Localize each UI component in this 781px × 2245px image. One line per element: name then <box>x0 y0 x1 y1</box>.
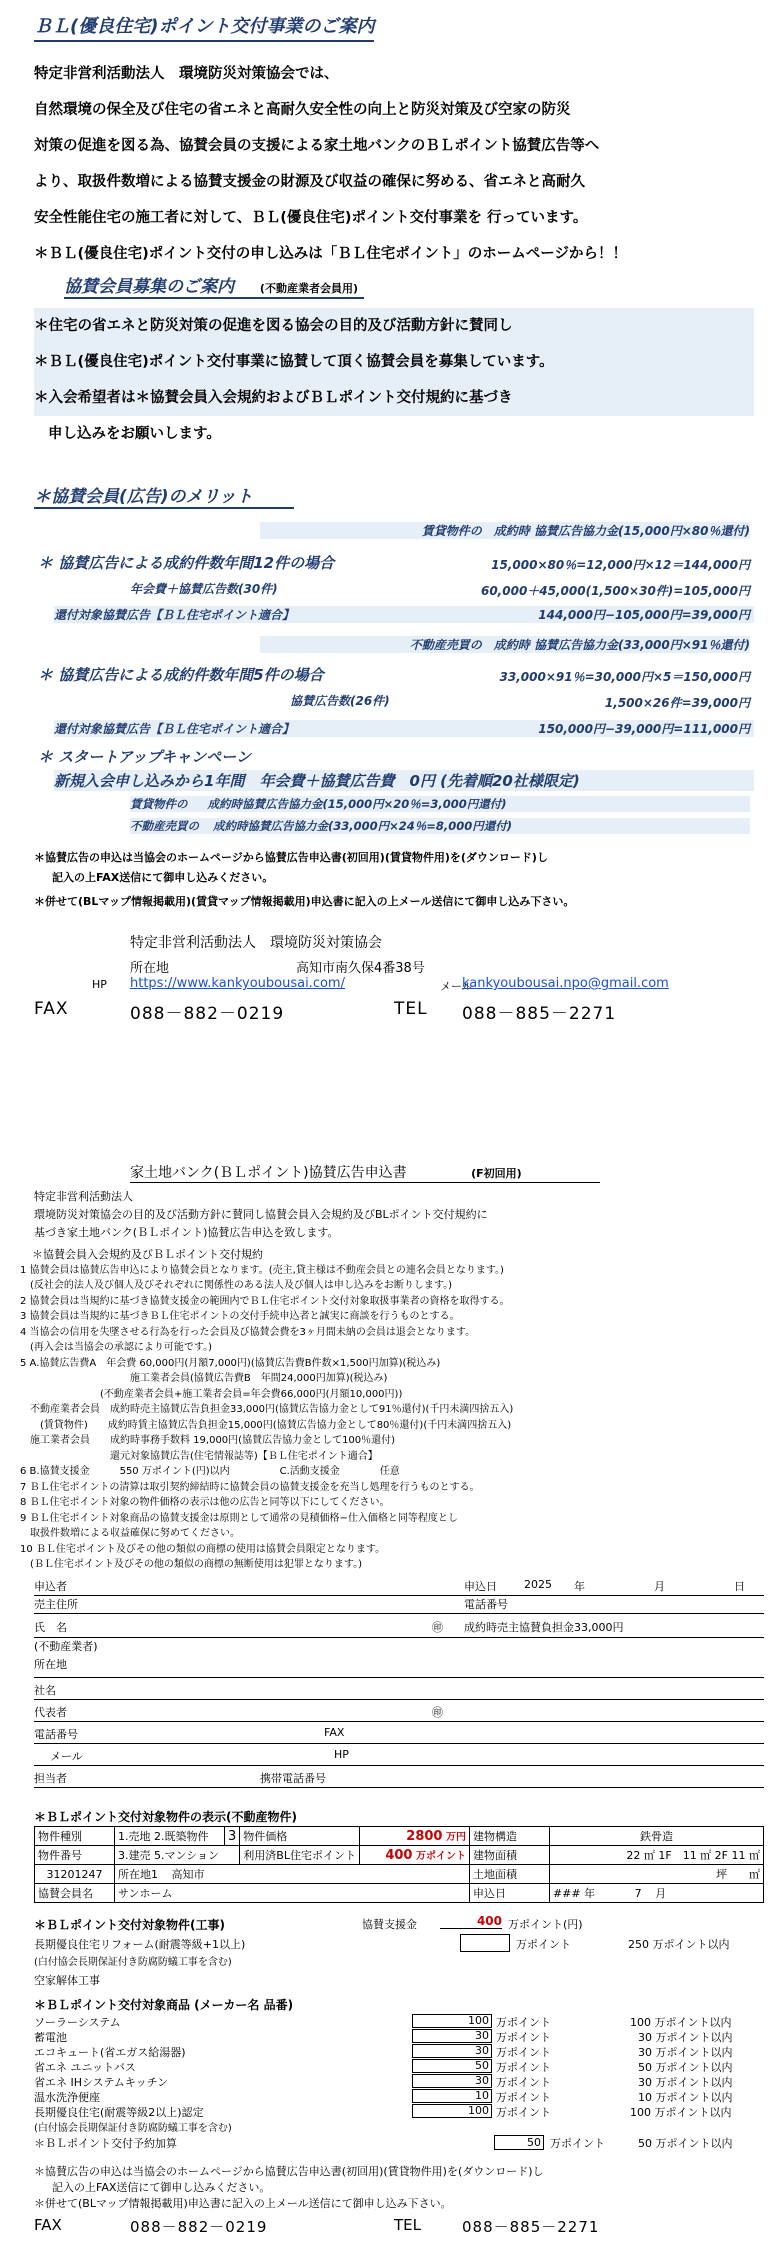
recruit-block <box>34 308 754 452</box>
goods-row <box>34 2089 764 2104</box>
goods-unit: 万ポイント <box>496 2106 551 2119</box>
goods-input[interactable]: 50 <box>412 2059 492 2073</box>
goods-name: 温水洗浄便座 <box>34 2091 100 2104</box>
person-label: 担当者 <box>34 1772 67 1785</box>
intro-paragraph <box>34 56 754 272</box>
page-title: ＢＬ(優良住宅)ポイント交付事業のご案内 <box>34 12 374 42</box>
price-label: 物件価格 <box>240 1827 360 1846</box>
goods-input[interactable]: 30 <box>412 2029 492 2043</box>
form-org: 特定非営利活動法人 <box>34 1190 133 1203</box>
recruit-line: ＊住宅の省エネと防災対策の促進を図る協会の目的及び活動方針に賛同し <box>34 308 754 344</box>
goods-limit: 30 万ポイント以内 <box>638 2046 733 2059</box>
goods-name: 省エネ ユニットバス <box>34 2061 136 2074</box>
merit-rent-calc2: 60,000＋45,000(1,500×30件)=105,000円 <box>480 584 750 598</box>
recruit-sub: (不動産業者会員用) <box>259 282 358 295</box>
goods-row <box>34 2029 764 2044</box>
recruit-line: ＊入会希望者は＊協賛会員入会規約およびＢＬポイント交付規約に基づき <box>34 380 754 416</box>
org-hp-label: HP <box>92 978 107 991</box>
rule-line: (不動産業者会員+施工業者会員=年会費66,000円(月額10,000円)) <box>20 1388 403 1400</box>
prop-type-label: 物件種別 <box>35 1827 115 1846</box>
date-month-unit: 月 <box>654 1580 665 1593</box>
goods-name: エコキュート(省エガス給湯器) <box>34 2046 186 2059</box>
apply-date-value: ### 年 <box>552 1887 596 1900</box>
property-table <box>34 1826 764 1903</box>
goods-unit: 万ポイント <box>496 2031 551 2044</box>
merit-sale-refund <box>54 720 754 737</box>
merit-sale-title: 不動産売買の 成約時 協賛広告協力金(33,000円×91％還付) <box>260 636 750 653</box>
rule-line: 5 A.協賛広告費A 年会費 60,000円(月額7,000円)(協賛広告費B件数×1,500円加算)(税込み) <box>20 1357 441 1369</box>
mail-label: メール <box>50 1750 83 1763</box>
seller-fee: 成約時売主協賛負担金33,000円 <box>464 1621 624 1634</box>
rule-line: 不動産業者会員 成約時売主協賛広告負担金33,000円(協賛広告協力金として91％還付)(千円未満四捨五入) <box>20 1404 514 1415</box>
rule-line: 還元対象協賛広告(住宅情報誌等)【ＢＬ住宅ポイント適合】 <box>20 1450 378 1462</box>
reserve-limit: 50 万ポイント以内 <box>638 2137 733 2150</box>
goods-input[interactable]: 10 <box>412 2089 492 2103</box>
goods-unit: 万ポイント <box>496 2016 551 2029</box>
rep-label: 代表者 <box>34 1706 67 1719</box>
applicant-label: 申込者 <box>34 1580 67 1593</box>
reform-unit: 万ポイント <box>516 1938 571 1951</box>
goods-input[interactable]: 30 <box>412 2074 492 2088</box>
goods-input[interactable]: 100 <box>412 2104 492 2118</box>
member-value[interactable]: サンホーム <box>115 1884 470 1903</box>
goods-unit: 万ポイント <box>496 2076 551 2089</box>
rule-line: 7 ＢＬ住宅ポイントの清算は取引契約締結時に協賛会員の協賛支援金を充当し処理を行うものとする。 <box>20 1481 480 1493</box>
intro-line: 特定非営利活動法人 環境防災対策協会では、 <box>34 66 339 82</box>
goods-limit: 30 万ポイント以内 <box>638 2031 733 2044</box>
rule-line: 10 ＢＬ住宅ポイント及びその他の類似の商標の使用は協賛会員限定となります。 <box>20 1543 386 1555</box>
seller-name-row <box>34 1614 764 1638</box>
place-cell[interactable] <box>115 1865 470 1884</box>
date-year[interactable]: 2025 <box>524 1578 552 1591</box>
bl-unit: 万ポイント <box>415 1851 466 1862</box>
rule-line: 6 B.協賛支援金 550 万ポイント(円)以内 C.活動支援金 任意 <box>20 1466 400 1477</box>
note-line: 記入の上FAX送信にて御申し込みください。 <box>52 871 274 884</box>
rule-line: 施工業者会員(協賛広告費B 年間24,000円加算)(税込み) <box>20 1373 388 1384</box>
bottom-tel-label: TEL <box>394 2216 421 2234</box>
bottom-note-line: 記入の上FAX送信にて御申し込みください。 <box>52 2181 271 2194</box>
goods-list <box>34 2014 764 2153</box>
goods-name: 省エネ IHシステムキッチン <box>34 2076 169 2089</box>
campaign-line: 新規入会申し込みから1年間 年会費＋協賛広告費 0円 (先着順20社様限定) <box>54 770 754 791</box>
dealer-row: (不動産業者) <box>34 1640 98 1653</box>
fax-label: FAX <box>324 1726 345 1739</box>
person-row <box>34 1766 764 1788</box>
seller-phone-label: 電話番号 <box>464 1598 508 1611</box>
rule-line: (反社会的法人及び個人及びそれぞれに関係性のある法人及び個人は申し込みをお断りします。) <box>20 1280 453 1291</box>
form-title: 家土地バンク(ＢＬポイント)協賛広告申込書 <box>130 1165 407 1181</box>
org-hp-link[interactable]: https://www.kankyoubousai.com/ <box>130 976 345 991</box>
goods-input[interactable]: 100 <box>412 2014 492 2028</box>
form-rules <box>20 1247 765 1573</box>
hp-label: HP <box>334 1748 349 1761</box>
land-label: 土地面積 <box>469 1865 549 1884</box>
place-value: 高知市 <box>171 1868 205 1881</box>
reform-limit: 250 万ポイント以内 <box>628 1938 730 1951</box>
goods-note: (白付協会長期保証付き防腐防蟻工事を含む) <box>34 2123 232 2134</box>
land-unit[interactable]: 坪 ㎡ <box>549 1865 763 1884</box>
goods-row <box>34 2044 764 2059</box>
apply-date-cell[interactable] <box>549 1884 763 1903</box>
seller-name-label: 氏 名 <box>34 1621 67 1634</box>
merit-rent-title: 賃貸物件の 成約時 協賛広告協力金(15,000円×80％還付) <box>260 522 750 539</box>
org-fax: 088－882－0219 <box>130 1004 285 1024</box>
org-tel: 088－885－2271 <box>462 1004 617 1024</box>
goods-name: ソーラーシステム <box>34 2016 121 2029</box>
date-day-unit: 日 <box>734 1580 745 1593</box>
merit-sale-fee-label: 協賛広告数(26件) <box>290 694 390 708</box>
member-label: 協賛会員名 <box>35 1884 115 1903</box>
campaign-rent-label: 賃貸物件の <box>130 797 188 811</box>
goods-row <box>34 2014 764 2029</box>
campaign-rent <box>130 796 750 812</box>
org-addr: 高知市南久保4番38号 <box>296 961 425 976</box>
form-lead-line: 基づき家土地バンク(ＢＬポイント)協賛広告申込を致します。 <box>34 1226 339 1239</box>
prop-no-label: 物件番号 <box>35 1846 115 1865</box>
seller-addr-label: 売主住所 <box>34 1598 78 1611</box>
recruit-heading <box>64 272 364 299</box>
goods-row <box>34 2059 764 2074</box>
merit-sale-refund-label: 還付対象協賛広告【ＢＬ住宅ポイント適合】 <box>54 722 295 736</box>
intro-line: ＊ＢＬ(優良住宅)ポイント交付の申し込みは「ＢＬ住宅ポイント」のホームページから！！ <box>34 246 627 262</box>
merit-rent-calc3: 144,000円−105,000円=39,000円 <box>538 608 750 622</box>
note-line: ＊併せて(BLマップ情報掲載用)(賃貸マップ情報掲載用)申込書に記入の上メール送信にて御申し込み下さい。 <box>34 895 575 908</box>
place-label: 所在地1 <box>118 1868 158 1881</box>
merit-heading: ＊協賛会員(広告)のメリット <box>34 482 294 509</box>
goods-input[interactable]: 30 <box>412 2044 492 2058</box>
goods-limit: 30 万ポイント以内 <box>638 2076 733 2089</box>
date-label: 申込日 <box>464 1580 497 1593</box>
reform-input[interactable] <box>460 1934 510 1952</box>
bl-value: 400 <box>385 1848 413 1863</box>
merit-sale-calc3: 150,000円−39,000円=111,000円 <box>538 722 750 736</box>
recruit-heading-text: 協賛会員募集のご案内 <box>64 277 234 297</box>
prop-type-opts1: 1.売地 2.既築物件 <box>115 1827 225 1846</box>
rule-line: (賃貸物件) 成約時賃主協賛広告負担金15,000円(協賛広告協力金として80％還付)(千円未満四捨五入) <box>20 1419 512 1431</box>
prop-no-value[interactable]: 31201247 <box>35 1865 115 1884</box>
bottom-fax: 088－882－0219 <box>130 2218 268 2236</box>
applicant-row <box>34 1578 764 1596</box>
campaign-sale-text: 成約時協賛広告協力金(33,000円×24％=8,000円還付) <box>213 819 513 833</box>
reform-label: 長期優良住宅リフォーム(耐震等級+1以上) <box>34 1938 246 1951</box>
org-fax-label: FAX <box>34 999 69 1019</box>
bottom-note-line: ＊併せて(BLマップ情報掲載用)申込書に記入の上メール送信にて御申し込み下さい。 <box>34 2197 452 2210</box>
intro-line: 対策の促進を図る為、協賛会員の支援による家土地バンクのＢＬポイント協賛広告等へ <box>34 138 600 154</box>
reserve-label: ＊ＢＬポイント交付予約加算 <box>34 2137 177 2150</box>
goods-unit: 万ポイント <box>496 2091 551 2104</box>
reserve-input[interactable]: 50 <box>494 2135 544 2150</box>
bottom-notes <box>34 2164 764 2212</box>
goods-row <box>34 2104 764 2119</box>
merit-rent-fee-label: 年会費＋協賛広告数(30件) <box>130 582 278 596</box>
price-value: 2800 <box>406 1829 443 1844</box>
goods-limit: 100 万ポイント以内 <box>630 2106 732 2119</box>
goods-heading: ＊ＢＬポイント交付対象商品 (メーカー名 品番) <box>34 1998 294 2012</box>
org-addr-label: 所在地 <box>130 961 170 976</box>
goods-name: 長期優良住宅(耐震等級2以上)認定 <box>34 2106 204 2119</box>
support-label: 協賛支援金 <box>362 1918 417 1931</box>
rule-line: 施工業者会員 成約時事務手数料 19,000円(協賛広告協力金として100％還付) <box>20 1435 396 1446</box>
rep-row <box>34 1700 764 1722</box>
mail-row <box>34 1744 764 1766</box>
campaign-rent-text: 成約時協賛広告協力金(15,000円×20％=3,000円還付) <box>207 797 507 811</box>
bottom-tel: 088－885－2271 <box>462 2218 600 2236</box>
struct-value[interactable]: 鉄骨造 <box>549 1827 763 1846</box>
support-unit: 万ポイント(円) <box>508 1918 583 1931</box>
vacant-label: 空家解体工事 <box>34 1974 100 1987</box>
tel-label: 電話番号 <box>34 1728 78 1741</box>
apply-month: 7 <box>634 1887 642 1900</box>
prop-type-opts2: 3.建売 5.マンション <box>115 1846 240 1865</box>
apply-month-unit: 月 <box>655 1887 667 1900</box>
work-heading: ＊ＢＬポイント交付対象物件(工事) <box>34 1918 225 1932</box>
bl-cell[interactable] <box>359 1846 469 1865</box>
merit-rent-case: ＊ 協賛広告による成約件数年間12件の場合 <box>38 554 335 572</box>
support-value[interactable]: 400 <box>440 1914 502 1929</box>
bl-label: 利用済BL住宅ポイント <box>240 1846 360 1865</box>
rules-heading: ＊協賛会員入会規約及びＢＬポイント交付規約 <box>32 1248 263 1261</box>
org-mail-link[interactable]: kankyoubousai.npo@gmail.com <box>462 976 669 991</box>
org-tel-label: TEL <box>394 999 428 1019</box>
org-mail-label: メール <box>440 980 473 993</box>
goods-unit: 万ポイント <box>496 2046 551 2059</box>
goods-limit: 50 万ポイント以内 <box>638 2061 733 2074</box>
seller-row <box>34 1596 764 1614</box>
top-notes <box>34 848 764 912</box>
merit-rent-calc1: 15,000×80％=12,000円×12＝144,000円 <box>491 558 750 572</box>
rule-line: 3 協賛会員は当規約に基づきＢＬ住宅ポイントの交付手続申込者と誠実に商談を行うものとする。 <box>20 1311 460 1322</box>
merit-rent-refund-label: 還付対象協賛広告【ＢＬ住宅ポイント適合】 <box>54 608 295 622</box>
rule-line: 4 当協会の信用を失墜させる行為を行った会員及び協賛会費を3ヶ月間未納の会員は退会となります。 <box>20 1326 476 1338</box>
goods-row <box>34 2074 764 2089</box>
recruit-line: 申し込みをお願いします。 <box>48 426 221 442</box>
prop-type-value[interactable]: 3 <box>225 1827 240 1846</box>
seller-seal: ㊞ <box>432 1621 443 1634</box>
goods-unit: 万ポイント <box>496 2061 551 2074</box>
campaign-sale <box>130 818 750 834</box>
intro-line: 安全性能住宅の施工者に対して、ＢＬ(優良住宅)ポイント交付事業を 行っています。 <box>34 210 588 226</box>
form-title-sub: (F初回用) <box>471 1167 522 1180</box>
rule-line: (ＢＬ住宅ポイント及びその他の類似の商標の無断使用は犯罪となります。) <box>20 1559 363 1570</box>
recruit-line: ＊ＢＬ(優良住宅)ポイント交付事業に協賛して頂く協賛会員を募集しています。 <box>34 344 754 380</box>
mobile-label: 携帯電話番号 <box>260 1772 326 1785</box>
rule-line: 2 協賛会員は当規約に基づき協賛支援金の範囲内でＢＬ住宅ポイント交付対象取扱事業者の資格を取得する。 <box>20 1295 510 1307</box>
apply-date-label: 申込日 <box>469 1884 549 1903</box>
reserve-unit: 万ポイント <box>550 2137 605 2150</box>
form-title-row <box>130 1162 600 1183</box>
rule-line: (再入会は当協会の承認により可能です。) <box>20 1342 213 1353</box>
floor-label: 建物面積 <box>469 1846 549 1865</box>
note-line: ＊協賛広告の申込は当協会のホームページから協賛広告申込書(初回用)(賃貸物件用)を(ダウンロード)し <box>34 851 548 864</box>
location-row: 所在地 <box>34 1656 764 1678</box>
campaign-sale-label: 不動産売買の <box>130 819 199 833</box>
price-cell[interactable] <box>359 1827 469 1846</box>
date-year-unit: 年 <box>574 1580 585 1593</box>
reserve-row <box>34 2135 764 2153</box>
tel-row <box>34 1722 764 1744</box>
intro-line: 自然環境の保全及び住宅の省エネと高耐久安全性の向上と防災対策及び空家の防災 <box>34 102 571 118</box>
bottom-fax-label: FAX <box>34 2216 62 2234</box>
form-lead-line: 環境防災対策協会の目的及び活動方針に賛同し協賛会員入会規約及びBLポイント交付規約に <box>34 1208 488 1221</box>
rule-line: 取扱件数増による収益確保に努めてください。 <box>20 1528 240 1539</box>
company-row: 社名 <box>34 1678 764 1700</box>
merit-sale-case: ＊ 協賛広告による成約件数年間5件の場合 <box>38 666 324 684</box>
struct-label: 建物構造 <box>469 1827 549 1846</box>
campaign-heading: ＊ スタートアップキャンペーン <box>38 748 251 766</box>
merit-rent-refund <box>54 606 754 623</box>
prop-heading: ＊ＢＬポイント交付対象物件の表示(不動産物件) <box>34 1810 297 1824</box>
goods-limit: 10 万ポイント以内 <box>638 2091 733 2104</box>
rule-line: 9 ＢＬ住宅ポイント対象商品の協賛支援金は原則として通常の見積価格−仕入価格と同等程度とし <box>20 1512 458 1524</box>
rule-line: 8 ＢＬ住宅ポイント対象の物件価格の表示は他の広告と同等以下にしてください。 <box>20 1497 390 1508</box>
form-lead <box>34 1188 764 1242</box>
rule-line: 1 協賛会員は協賛広告申込により協賛会員となります。(売主,貸主様は不動産会員との連名会員となります。) <box>20 1264 504 1276</box>
applicant-block <box>34 1578 764 1788</box>
price-unit: 万円 <box>445 1832 466 1843</box>
bottom-note-line: ＊協賛広告の申込は当協会のホームページから協賛広告申込書(初回用)(賃貸物件用)を(ダウンロード)し <box>34 2165 544 2178</box>
reform-note: (白付協会長期保証付き防腐防蟻工事を含む) <box>34 1957 232 1968</box>
goods-limit: 100 万ポイント以内 <box>630 2016 732 2029</box>
floor-value[interactable]: 22 ㎡ 1F 11 ㎡ 2F 11 ㎡ <box>549 1846 763 1865</box>
merit-sale-calc1: 33,000×91％=30,000円×5＝150,000円 <box>499 670 750 684</box>
merit-sale-calc2: 1,500×26件=39,000円 <box>604 696 750 710</box>
intro-line: より、取扱件数増による協賛支援金の財源及び収益の確保に努める、省エネと高耐久 <box>34 174 585 190</box>
rep-seal: ㊞ <box>432 1706 443 1719</box>
org-name: 特定非営利活動法人 環境防災対策協会 <box>130 935 382 951</box>
goods-name: 蓄電池 <box>34 2031 67 2044</box>
